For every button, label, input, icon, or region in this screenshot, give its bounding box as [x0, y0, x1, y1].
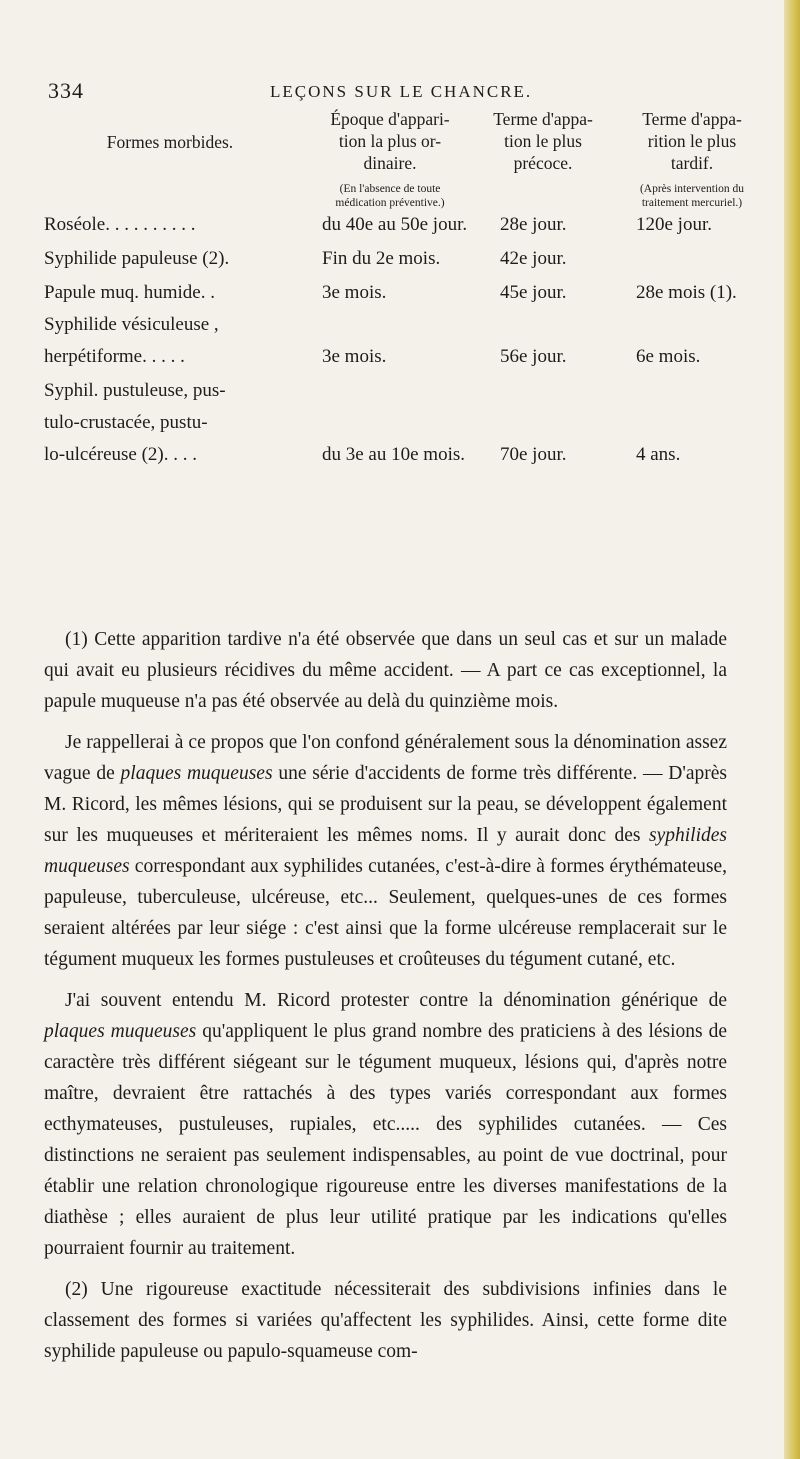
form-name: Syphilide papuleuse (2).	[44, 248, 230, 269]
footnote-1: (1) Cette apparition tardive n'a été observée que dans un seul cas et sur un malade qui avait eu plusieurs récidives du même accident. — A part ce cas exceptionnel, la papule muqueuse n'a pas été observée au delà du quinzième mois.	[44, 629, 727, 712]
earliest-onset: 28e jour.	[500, 214, 567, 235]
table-row	[0, 412, 784, 442]
table-row	[0, 314, 784, 344]
col-header-latest: Terme d'appa- rition le plus tardif.	[642, 109, 742, 173]
form-name: lo-ulcéreuse (2). . . .	[44, 444, 197, 465]
footnote-2: (2) Une rigoureuse exactitude nécessiterait des subdivisions infinies dans le classement des formes si variées qu'affectent les syphilides. Ainsi, cette forme dite syphilide papuleuse ou papulo-squameuse com-	[44, 1279, 727, 1362]
col-header-earliest: Terme d'appa- tion le plus précoce.	[493, 109, 593, 173]
col-note-ordinary: (En l'absence de toute médication préventive.)	[335, 183, 445, 209]
earliest-onset: 42e jour.	[500, 248, 567, 269]
page-number: 334	[48, 78, 84, 103]
col-note-latest: (Après intervention du traitement mercuriel.)	[639, 183, 745, 209]
col-header-ordinary: Époque d'appari- tion la plus or- dinaire.	[330, 109, 450, 173]
form-name: Syphil. pustuleuse, pus-	[44, 380, 226, 401]
paragraph: J'ai souvent entendu M. Ricord protester contre la dénomination générique de plaques muqueuses qu'appliquent le plus grand nombre des praticiens à des lésions de caractère très différent siégeant sur le tégument muqueux, lésions qui, d'après notre maître, devraient être rattachés à des types variés correspondant aux formes ecthymateuses, pustuleuses, rupiales, etc..... des syphilides cutanées. — Ces distinctions ne seraient pas seulement indispensables, au point de vue doctrinal, pour établir une relation chronologique rigoureuse entre les diverses manifestations de la diathèse ; elles auraient de plus leur utilité pratique par les indications qu'elles pourraient fournir au traitement.	[44, 990, 728, 1259]
running-title: LEÇONS SUR LE CHANCRE.	[270, 82, 533, 101]
col-header-forms: Formes morbides.	[106, 132, 234, 152]
form-name: Syphilide vésiculeuse ,	[44, 314, 219, 335]
earliest-onset: 45e jour.	[500, 282, 567, 303]
table-row	[0, 346, 784, 376]
page-header	[0, 78, 784, 108]
ordinary-onset: du 3e au 10e mois.	[322, 444, 466, 465]
ordinary-onset: Fin du 2e mois.	[322, 248, 441, 269]
form-name: herpétiforme. . . . .	[44, 346, 185, 367]
latest-onset: 4 ans.	[636, 444, 681, 465]
form-name: Roséole. . . . . . . . . .	[44, 214, 196, 235]
table-row	[0, 248, 784, 278]
ordinary-onset: du 40e au 50e jour.	[322, 214, 468, 235]
table-row	[0, 380, 784, 410]
latest-onset: 120e jour.	[636, 214, 712, 235]
table-row	[0, 214, 784, 244]
latest-onset: 28e mois (1).	[636, 282, 737, 303]
earliest-onset: 56e jour.	[500, 346, 567, 367]
ordinary-onset: 3e mois.	[322, 282, 387, 303]
table-row	[0, 444, 784, 474]
ordinary-onset: 3e mois.	[322, 346, 387, 367]
footnote-text	[44, 624, 727, 1367]
form-name: tulo-crustacée, pustu-	[44, 412, 208, 433]
paragraph: Je rappellerai à ce propos que l'on confond généralement sous la dénomination assez vague de plaques muqueuses une série d'accidents de forme très différente. — D'après M. Ricord, les mêmes lésions, qui se produisent sur la peau, se développent également sur les muqueuses et mériteraient les mêmes noms. Il y aurait donc des syphilides muqueuses correspondant aux syphilides cutanées, c'est-à-dire à formes érythémateuse, papuleuse, tuberculeuse, ulcéreuse, etc... Seulement, quelques-unes de ces formes seraient altérées par leur siége : c'est ainsi que la forme ulcéreuse remplacerait sur le tégument muqueux les formes pustuleuses et croûteuses du tégument cutané, etc.	[44, 732, 728, 970]
table-row	[0, 282, 784, 312]
page-edge	[784, 0, 800, 1459]
earliest-onset: 70e jour.	[500, 444, 567, 465]
form-name: Papule muq. humide. .	[44, 282, 215, 303]
latest-onset: 6e mois.	[636, 346, 701, 367]
